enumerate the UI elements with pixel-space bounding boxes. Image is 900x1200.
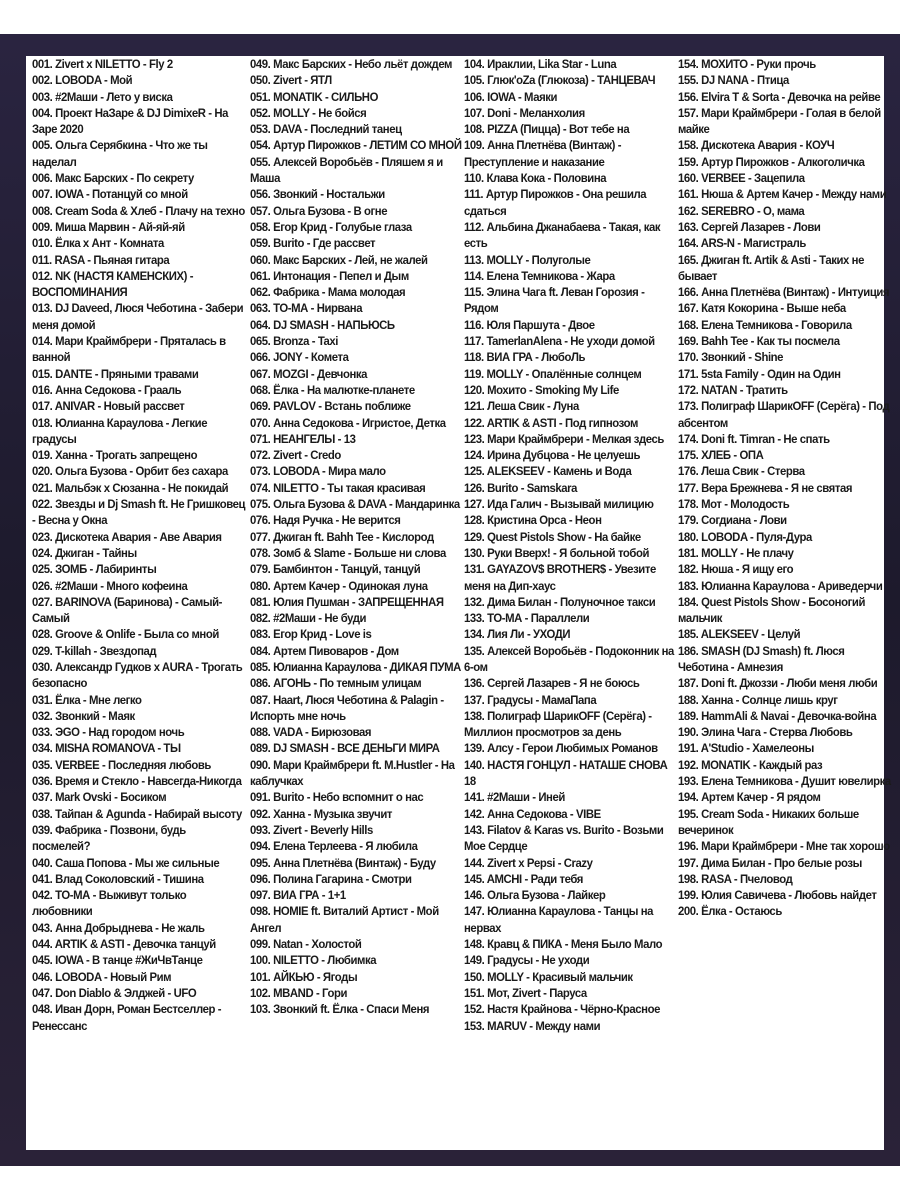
track-entry: 072. Zivert - Credo xyxy=(250,448,341,463)
track-entry: 192. MONATIK - Каждый раз xyxy=(678,757,823,772)
track-entry: 014. Мари Краймбрери - Пряталась в ванной xyxy=(32,334,226,365)
track-entry: 129. Quest Pistols Show - На байке xyxy=(464,529,641,544)
track-entry: 039. Фабрика - Позвони, будь посмелей? xyxy=(32,822,186,854)
track-entry: 108. PIZZA (Пицца) - Вот тебе на xyxy=(464,122,630,137)
track-entry: 010. Ёлка x Ант - Комната xyxy=(32,236,164,251)
track-entry: 103. Звонкий ft. Ёлка - Спаси Меня xyxy=(250,1002,430,1017)
track-entry: 145. AMCHI - Ради тебя xyxy=(464,871,583,886)
track-entry: 125. ALEKSEEV - Камень и Вода xyxy=(464,464,632,479)
track-entry: 007. IOWA - Потанцуй со мной xyxy=(32,187,188,202)
track-entry: 168. Елена Темникова - Говорила xyxy=(678,317,852,332)
track-entry: 090. Мари Краймбрери ft. M.Hustler - На каблучках xyxy=(250,757,455,789)
track-entry: 123. Мари Краймбрери - Мелкая здесь xyxy=(464,431,664,446)
track-entry: 150. MOLLY - Красивый мальчик xyxy=(464,969,633,984)
track-entry: 171. 5sta Family - Один на Один xyxy=(678,366,841,381)
track-entry: 163. Сергей Лазарев - Лови xyxy=(678,219,821,234)
track-entry: 062. Фабрика - Мама молодая xyxy=(250,285,406,300)
track-entry: 056. Звонкий - Ностальжи xyxy=(250,187,385,202)
track-entry: 187. Doni ft. Джоззи - Люби меня люби xyxy=(678,676,878,691)
track-entry: 142. Анна Седокова - VIBE xyxy=(464,806,601,821)
track-entry: 078. Зомб & Slame - Больше ни слова xyxy=(250,545,446,560)
track-entry: 180. LOBODA - Пуля-Дура xyxy=(678,529,812,544)
track-entry: 051. MONATIK - СИЛЬНО xyxy=(250,89,378,104)
track-entry: 087. Haart, Люся Чеботина & Palagin - Испорть мне ночь xyxy=(250,692,444,723)
track-entry: 050. Zivert - ЯТЛ xyxy=(250,73,332,88)
track-entry: 020. Ольга Бузова - Орбит без сахара xyxy=(32,464,228,479)
track-entry: 161. Нюша & Артем Качер - Между нами xyxy=(678,187,887,202)
track-entry: 178. Мот - Молодость xyxy=(678,497,790,512)
tracklist-column-1 xyxy=(32,56,246,1150)
track-entry: 169. Bahh Tee - Как ты посмела xyxy=(678,334,840,349)
track-entry: 164. ARS-N - Магистраль xyxy=(678,236,806,251)
track-entry: 059. Burito - Где рассвет xyxy=(250,236,376,251)
track-entry: 167. Катя Кокорина - Выше неба xyxy=(678,301,846,316)
track-entry: 037. Mark Ovski - Босиком xyxy=(32,790,167,805)
track-entry: 101. АЙКЬЮ - Ягоды xyxy=(250,969,358,984)
track-entry: 121. Леша Свик - Луна xyxy=(464,399,579,414)
track-entry: 053. DAVA - Последний танец xyxy=(250,122,402,137)
track-entry: 147. Юлианна Караулова - Танцы на нервах xyxy=(464,904,654,935)
track-entry: 102. MBAND - Гори xyxy=(250,985,348,1000)
track-entry: 175. ХЛЕБ - ОПА xyxy=(678,448,764,463)
track-entry: 018. Юлианна Караулова - Легкие градусы xyxy=(32,415,208,446)
track-entry: 122. ARTIK & ASTI - Под гипнозом xyxy=(464,415,638,430)
track-entry: 001. Zivert x NILETTO - Fly 2 xyxy=(32,57,173,71)
tracklist-column-3 xyxy=(460,56,674,1150)
track-entry: 198. RASA - Пчеловод xyxy=(678,871,793,886)
track-entry: 130. Руки Вверх! - Я больной тобой xyxy=(464,545,650,560)
track-entry: 079. Бамбинтон - Танцуй, танцуй xyxy=(250,562,421,577)
track-entry: 112. Альбина Джанабаева - Такая, как есть xyxy=(464,219,661,251)
track-entry: 009. Миша Марвин - Ай-яй-яй xyxy=(32,219,185,234)
track-entry: 157. Мари Краймбрери - Голая в белой майке xyxy=(678,105,881,137)
track-entry: 084. Артем Пивоваров - Дом xyxy=(250,643,399,658)
track-entry: 025. ЗОМБ - Лабиринты xyxy=(32,562,157,577)
track-entry: 179. Согдиана - Лови xyxy=(678,513,787,528)
track-entry: 107. Doni - Меланхолия xyxy=(464,105,585,120)
track-entry: 032. Звонкий - Маяк xyxy=(32,708,135,723)
track-entry: 140. НАСТЯ ГОНЦУЛ - НАТАШЕ СНОВА 18 xyxy=(464,757,668,789)
track-entry: 093. Zivert - Beverly Hills xyxy=(250,822,373,837)
track-entry: 065. Bronza - Taxi xyxy=(250,334,339,349)
track-entry: 131. GAYAZOV$ BROTHER$ - Увезите меня на Дип-хаус xyxy=(464,562,656,593)
track-entry: 096. Полина Гагарина - Смотри xyxy=(250,871,412,886)
track-entry: 104. Ираклии, Lika Star - Luna xyxy=(464,57,617,71)
track-entry: 024. Джиган - Тайны xyxy=(32,545,137,560)
track-entry: 135. Алексей Воробьёв - Подоконник на 6-ом xyxy=(464,643,674,674)
track-entry: 166. Анна Плетнёва (Винтаж) - Интуиция xyxy=(678,285,890,300)
track-entry: 030. Александр Гудков x AURA - Трогать безопасно xyxy=(32,659,243,691)
track-entry: 111. Артур Пирожков - Она решила сдаться xyxy=(464,187,647,218)
track-entry: 189. HammAli & Navai - Девочка-война xyxy=(678,708,877,723)
track-entry: 181. MOLLY - Не плачу xyxy=(678,545,794,560)
track-entry: 055. Алексей Воробьёв - Пляшем я и Маша xyxy=(250,154,443,186)
track-entry: 172. NATAN - Тратить xyxy=(678,382,788,397)
track-entry: 152. Настя Крайнова - Чёрно-Красное xyxy=(464,1002,661,1017)
track-entry: 190. Элина Чага - Стерва Любовь xyxy=(678,725,853,740)
tracklist-column-2 xyxy=(246,56,460,1150)
track-entry: 184. Quest Pistols Show - Босоногий мальчик xyxy=(678,594,866,626)
track-entry: 035. VERBEE - Последняя любовь xyxy=(32,757,211,772)
track-entry: 081. Юлия Пушман - ЗАПРЕЩЕННАЯ xyxy=(250,594,444,609)
track-entry: 019. Ханна - Трогать запрещено xyxy=(32,448,198,463)
track-entry: 057. Ольга Бузова - В огне xyxy=(250,203,388,218)
track-entry: 013. DJ Daveed, Люся Чеботина - Забери меня домой xyxy=(32,301,244,332)
track-entry: 041. Влад Соколовский - Тишина xyxy=(32,871,204,886)
track-entry: 118. ВИА ГРА - ЛюбоЛь xyxy=(464,350,586,365)
track-entry: 089. DJ SMASH - ВСЕ ДЕНЬГИ МИРА xyxy=(250,741,440,756)
track-entry: 155. DJ NANA - Птица xyxy=(678,73,789,88)
track-entry: 146. Ольга Бузова - Лайкер xyxy=(464,888,606,903)
track-entry: 200. Ёлка - Остаюсь xyxy=(678,904,782,919)
track-entry: 137. Градусы - МамаПапа xyxy=(464,692,597,707)
track-entry: 023. Дискотека Авария - Аве Авария xyxy=(32,529,222,544)
track-entry: 036. Время и Стекло - Навсегда-Никогда xyxy=(32,774,242,789)
track-entry: 195. Cream Soda - Никаких больше вечеринок xyxy=(678,806,859,837)
track-entry: 185. ALEKSEEV - Целуй xyxy=(678,627,801,642)
track-entry: 132. Дима Билан - Полуночное такси xyxy=(464,594,656,609)
track-entry: 048. Иван Дорн, Роман Бестселлер - Ренессанс xyxy=(32,1002,222,1033)
track-entry: 091. Burito - Небо вспомнит о нас xyxy=(250,790,424,805)
track-entry: 031. Ёлка - Мне легко xyxy=(32,692,142,707)
track-entry: 151. Мот, Zivert - Паруса xyxy=(464,985,587,1000)
track-entry: 173. Полиграф ШарикOFF (Серёга) - Под абсентом xyxy=(678,399,890,430)
track-entry: 136. Сергей Лазарев - Я не боюсь xyxy=(464,676,640,691)
track-entry: 193. Елена Темникова - Душит ювелирка xyxy=(678,774,891,789)
track-entry: 076. Надя Ручка - Не верится xyxy=(250,513,401,528)
track-entry: 160. VERBEE - Зацепила xyxy=(678,171,805,186)
track-entry: 008. Cream Soda & Хлеб - Плачу на техно xyxy=(32,203,245,218)
track-entry: 069. PAVLOV - Встань поближе xyxy=(250,399,411,414)
track-entry: 188. Ханна - Солнце лишь круг xyxy=(678,692,838,707)
track-entry: 080. Артем Качер - Одинокая луна xyxy=(250,578,428,593)
dark-border-frame xyxy=(0,34,900,1166)
track-entry: 026. #2Маши - Много кофеина xyxy=(32,578,188,593)
track-entry: 043. Анна Добрыднева - Не жаль xyxy=(32,920,205,935)
track-entry: 143. Filatov & Karas vs. Burito - Возьми Мое Сердце xyxy=(464,822,664,854)
track-entry: 077. Джиган ft. Bahh Tee - Кислород xyxy=(250,529,434,544)
track-entry: 066. JONY - Комета xyxy=(250,350,349,365)
track-entry: 064. DJ SMASH - НАПЬЮСЬ xyxy=(250,317,395,332)
track-entry: 138. Полиграф ШарикOFF (Серёга) - Миллион просмотров за день xyxy=(464,708,652,740)
track-entry: 022. Звезды и Dj Smash ft. Не Гришковец - Весна у Окна xyxy=(32,497,246,528)
track-entry: 083. Егор Крид - Love is xyxy=(250,627,372,642)
track-entry: 099. Natan - Холостой xyxy=(250,937,362,952)
track-entry: 105. Глюк'oZa (Глюкоза) - ТАНЦЕВАЧ xyxy=(464,73,656,88)
track-entry: 058. Егор Крид - Голубые глаза xyxy=(250,219,412,234)
track-entry: 040. Саша Попова - Мы же сильные xyxy=(32,855,220,870)
track-entry: 002. LOBODA - Мой xyxy=(32,73,133,88)
track-entry: 070. Анна Седокова - Игристое, Детка xyxy=(250,415,446,430)
track-entry: 134. Лия Ли - УХОДИ xyxy=(464,627,571,642)
track-entry: 033. ЭGO - Над городом ночь xyxy=(32,725,185,740)
track-entry: 088. VADA - Бирюзовая xyxy=(250,725,372,740)
track-entry: 115. Элина Чага ft. Леван Горозия - Рядом xyxy=(464,285,645,316)
track-entry: 117. TamerlanAlena - Не уходи домой xyxy=(464,334,655,349)
track-entry: 063. ТО-МА - Нирвана xyxy=(250,301,363,316)
track-entry: 141. #2Маши - Иней xyxy=(464,790,565,805)
track-entry: 012. NK (НАСТЯ КАМЕНСКИХ) - ВОСПОМИНАНИЯ xyxy=(32,268,194,300)
track-entry: 011. RASA - Пьяная гитара xyxy=(32,252,170,267)
track-entry: 049. Макс Барских - Небо льёт дождем xyxy=(250,57,453,71)
track-entry: 183. Юлианна Караулова - Ариведерчи xyxy=(678,578,883,593)
track-entry: 086. АГОНЬ - По темным улицам xyxy=(250,676,422,691)
track-entry: 191. A'Studio - Хамелеоны xyxy=(678,741,814,756)
track-entry: 197. Дима Билан - Про белые розы xyxy=(678,855,862,870)
track-entry: 116. Юля Паршута - Двое xyxy=(464,317,595,332)
track-entry: 095. Анна Плетнёва (Винтаж) - Буду xyxy=(250,855,436,870)
track-entry: 154. МОХИТО - Руки прочь xyxy=(678,57,816,71)
track-entry: 156. Elvira T & Sorta - Девочка на рейве xyxy=(678,89,881,104)
track-entry: 170. Звонкий - Shine xyxy=(678,350,784,365)
track-entry: 034. MISHA ROMANOVA - ТЫ xyxy=(32,741,181,756)
track-entry: 075. Ольга Бузова & DAVA - Мандаринка xyxy=(250,497,460,512)
tracklist-sheet xyxy=(26,56,891,1150)
track-entry: 015. DANTE - Пряными травами xyxy=(32,366,199,381)
track-entry: 126. Burito - Samskara xyxy=(464,480,578,495)
track-entry: 073. LOBODA - Мира мало xyxy=(250,464,386,479)
track-entry: 052. MOLLY - Не бойся xyxy=(250,105,367,120)
track-entry: 100. NILETTO - Любимка xyxy=(250,953,377,968)
track-entry: 021. Мальбэк x Сюзанна - Не покидай xyxy=(32,480,229,495)
track-entry: 177. Вера Брежнева - Я не святая xyxy=(678,480,853,495)
track-entry: 054. Артур Пирожков - ЛЕТИМ СО МНОЙ xyxy=(250,138,462,153)
track-entry: 199. Юлия Савичева - Любовь найдет xyxy=(678,888,877,903)
track-entry: 068. Ёлка - На малютке-планете xyxy=(250,382,415,397)
tracklist-column-4 xyxy=(674,56,891,1150)
track-entry: 113. MOLLY - Полуголые xyxy=(464,252,591,267)
track-entry: 038. Тайпан & Agunda - Набирай высоту xyxy=(32,806,242,821)
track-entry: 120. Мохито - Smoking My Life xyxy=(464,382,619,397)
track-entry: 046. LOBODA - Новый Рим xyxy=(32,969,172,984)
track-entry: 061. Интонация - Пепел и Дым xyxy=(250,268,409,283)
track-entry: 119. MOLLY - Опалённые солнцем xyxy=(464,366,642,381)
track-entry: 174. Doni ft. Timran - Не спать xyxy=(678,431,830,446)
track-entry: 182. Нюша - Я ищу его xyxy=(678,562,794,577)
track-entry: 162. SEREBRO - О, мама xyxy=(678,203,805,218)
track-entry: 074. NILETTO - Ты такая красивая xyxy=(250,480,426,495)
track-entry: 149. Градусы - Не уходи xyxy=(464,953,590,968)
track-entry: 003. #2Маши - Лето у виска xyxy=(32,89,173,104)
track-entry: 133. ТО-МА - Параллели xyxy=(464,611,590,626)
track-entry: 045. IOWA - В танце #ЖиЧвТанце xyxy=(32,953,203,968)
track-entry: 165. Джиган ft. Artik & Asti - Таких не бывает xyxy=(678,252,864,283)
track-entry: 109. Анна Плетнёва (Винтаж) - Преступление и наказание xyxy=(464,138,622,169)
track-entry: 005. Ольга Серябкина - Что же ты наделал xyxy=(32,138,208,169)
track-entry: 060. Макс Барских - Лей, не жалей xyxy=(250,252,428,267)
track-entry: 016. Анна Седокова - Грааль xyxy=(32,382,182,397)
track-entry: 044. ARTIK & ASTI - Девочка танцуй xyxy=(32,937,216,952)
track-entry: 094. Елена Терлеева - Я любила xyxy=(250,839,418,854)
track-entry: 071. НЕАНГЕЛЫ - 13 xyxy=(250,431,356,446)
track-entry: 196. Мари Краймбрери - Мне так хорошо xyxy=(678,839,890,854)
track-entry: 127. Ида Галич - Вызывай милицию xyxy=(464,497,654,512)
track-entry: 042. ТО-МА - Выживут только любовники xyxy=(32,888,187,919)
track-entry: 139. Алсу - Герои Любимых Романов xyxy=(464,741,658,756)
track-entry: 194. Артем Качер - Я рядом xyxy=(678,790,821,805)
track-entry: 106. IOWA - Маяки xyxy=(464,89,558,104)
track-entry: 067. MOZGI - Девчонка xyxy=(250,366,368,381)
track-entry: 158. Дискотека Авария - КОУЧ xyxy=(678,138,835,153)
track-entry: 124. Ирина Дубцова - Не целуешь xyxy=(464,448,641,463)
track-entry: 047. Don Diablo & Элджей - UFO xyxy=(32,985,197,1000)
track-entry: 186. SMASH (DJ Smash) ft. Люся Чеботина - Амнезия xyxy=(678,643,845,674)
track-entry: 110. Клава Кока - Половина xyxy=(464,171,607,186)
track-entry: 006. Макс Барских - По секрету xyxy=(32,171,194,186)
track-entry: 092. Ханна - Музыка звучит xyxy=(250,806,393,821)
track-entry: 153. MARUV - Между нами xyxy=(464,1018,601,1033)
track-entry: 159. Артур Пирожков - Алкоголичка xyxy=(678,154,865,169)
track-entry: 098. HOMIE ft. Виталий Артист - Мой Ангел xyxy=(250,904,439,935)
track-entry: 176. Леша Свик - Стерва xyxy=(678,464,805,479)
track-entry: 148. Кравц & ПИКА - Меня Было Мало xyxy=(464,937,663,952)
track-entry: 114. Елена Темникова - Жара xyxy=(464,268,615,283)
track-entry: 128. Кристина Орса - Неон xyxy=(464,513,602,528)
track-entry: 144. Zivert x Pepsi - Crazy xyxy=(464,855,593,870)
track-entry: 097. ВИА ГРА - 1+1 xyxy=(250,888,346,903)
track-entry: 082. #2Маши - Не буди xyxy=(250,611,367,626)
track-entry: 004. Проект НаЗаре & DJ DimixeR - На Заре 2020 xyxy=(32,105,228,137)
track-entry: 029. T-killah - Звездопад xyxy=(32,643,157,658)
track-entry: 027. BARINOVA (Баринова) - Самый-Самый xyxy=(32,594,223,626)
track-entry: 017. ANIVAR - Новый рассвет xyxy=(32,399,185,414)
track-entry: 028. Groove & Onlife - Была со мной xyxy=(32,627,219,642)
track-entry: 085. Юлианна Караулова - ДИКАЯ ПУМА xyxy=(250,659,461,674)
